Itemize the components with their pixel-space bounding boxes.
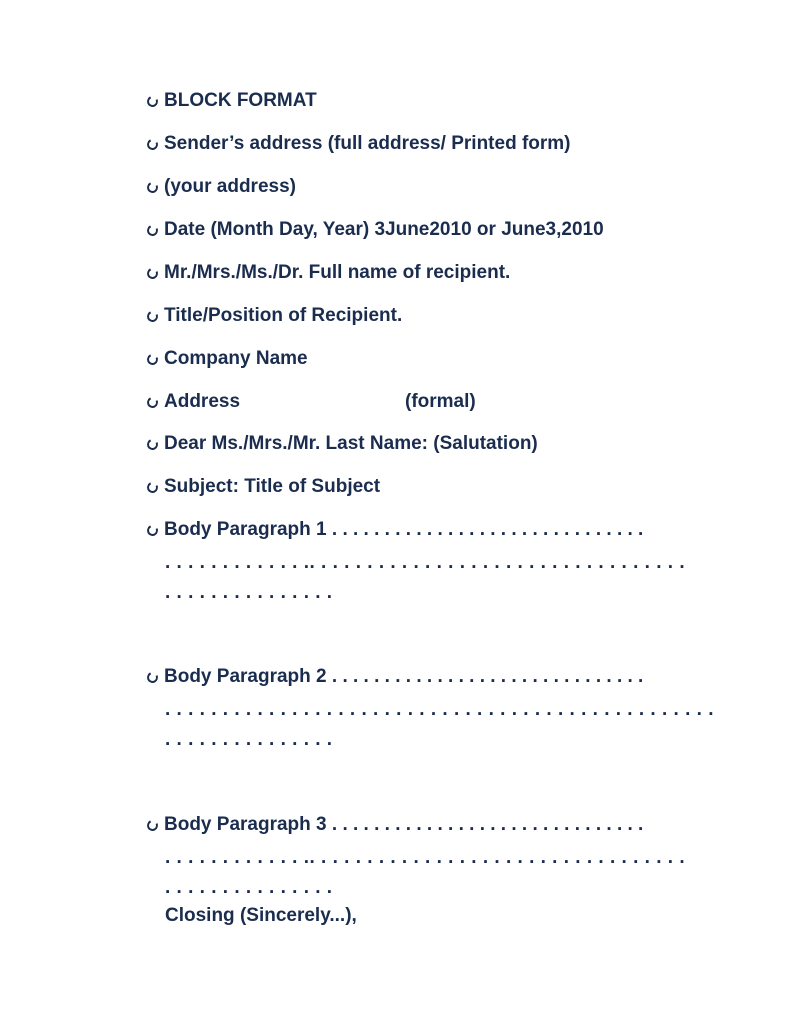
list-item-text: Title/Position of Recipient. — [164, 305, 403, 326]
list-item-text: Company Name — [164, 348, 308, 369]
paragraph-label: Body Paragraph 2 . . . . . . . . . . . . . . . . . . . . . . . . . . . . . . — [164, 666, 644, 687]
list-item-note: (formal) — [405, 391, 476, 412]
list-item — [147, 90, 317, 112]
list-item — [147, 262, 510, 284]
list-item-text: BLOCK FORMAT — [164, 90, 317, 111]
circular-arrow-icon — [145, 180, 159, 194]
circular-arrow-icon — [145, 94, 159, 108]
circular-arrow-icon — [145, 309, 159, 323]
list-item-text: Sender’s address (full address/ Printed form) — [164, 133, 571, 154]
list-item — [147, 391, 476, 413]
list-item-text: Dear Ms./Mrs./Mr. Last Name: (Salutation) — [164, 433, 538, 454]
list-item — [147, 133, 571, 155]
circular-arrow-icon — [145, 437, 159, 451]
circular-arrow-icon — [145, 818, 159, 832]
circular-arrow-icon — [145, 523, 159, 537]
list-item — [147, 219, 604, 241]
body-paragraph-2 — [147, 666, 643, 688]
list-item — [147, 476, 380, 498]
list-item-text: Subject: Title of Subject — [164, 476, 381, 497]
list-item-text: Date (Month Day, Year) 3June2010 or June3,2010 — [164, 219, 604, 240]
list-item-text: Mr./Mrs./Ms./Dr. Full name of recipient. — [164, 262, 511, 283]
circular-arrow-icon — [145, 223, 159, 237]
circular-arrow-icon — [145, 480, 159, 494]
paragraph-dots-line: . . . . . . . . . . . . .. . . . . . . . . . . . . . . . . . . . . . . . . . . . . . . . . — [165, 847, 686, 868]
circular-arrow-icon — [145, 670, 159, 684]
list-item — [147, 305, 402, 327]
paragraph-label: Body Paragraph 3 . . . . . . . . . . . . . . . . . . . . . . . . . . . . . . — [164, 814, 644, 835]
circular-arrow-icon — [145, 266, 159, 280]
list-item-text: (your address) — [164, 176, 296, 197]
circular-arrow-icon — [145, 352, 159, 366]
list-item-text: Address — [164, 391, 241, 412]
list-item — [147, 348, 308, 370]
body-paragraph-1 — [147, 519, 643, 541]
list-item — [147, 433, 538, 455]
paragraph-dots-line: . . . . . . . . . . . . . . . . . . . . . . . . . . . . . . . . . . . . . . . . . . . . . . . . — [165, 699, 714, 720]
paragraph-label: Body Paragraph 1 . . . . . . . . . . . . . . . . . . . . . . . . . . . . . . — [164, 519, 644, 540]
closing-line: Closing (Sincerely...), — [165, 905, 357, 926]
body-paragraph-3 — [147, 814, 643, 836]
paragraph-dots-line: . . . . . . . . . . . . .. . . . . . . . . . . . . . . . . . . . . . . . . . . . . . . . . — [165, 552, 686, 573]
paragraph-dots-line: . . . . . . . . . . . . . . . — [165, 877, 333, 898]
circular-arrow-icon — [145, 137, 159, 151]
circular-arrow-icon — [145, 395, 159, 409]
paragraph-dots-line: . . . . . . . . . . . . . . . — [165, 729, 333, 750]
list-item — [147, 176, 296, 198]
paragraph-dots-line: . . . . . . . . . . . . . . . — [165, 582, 333, 603]
